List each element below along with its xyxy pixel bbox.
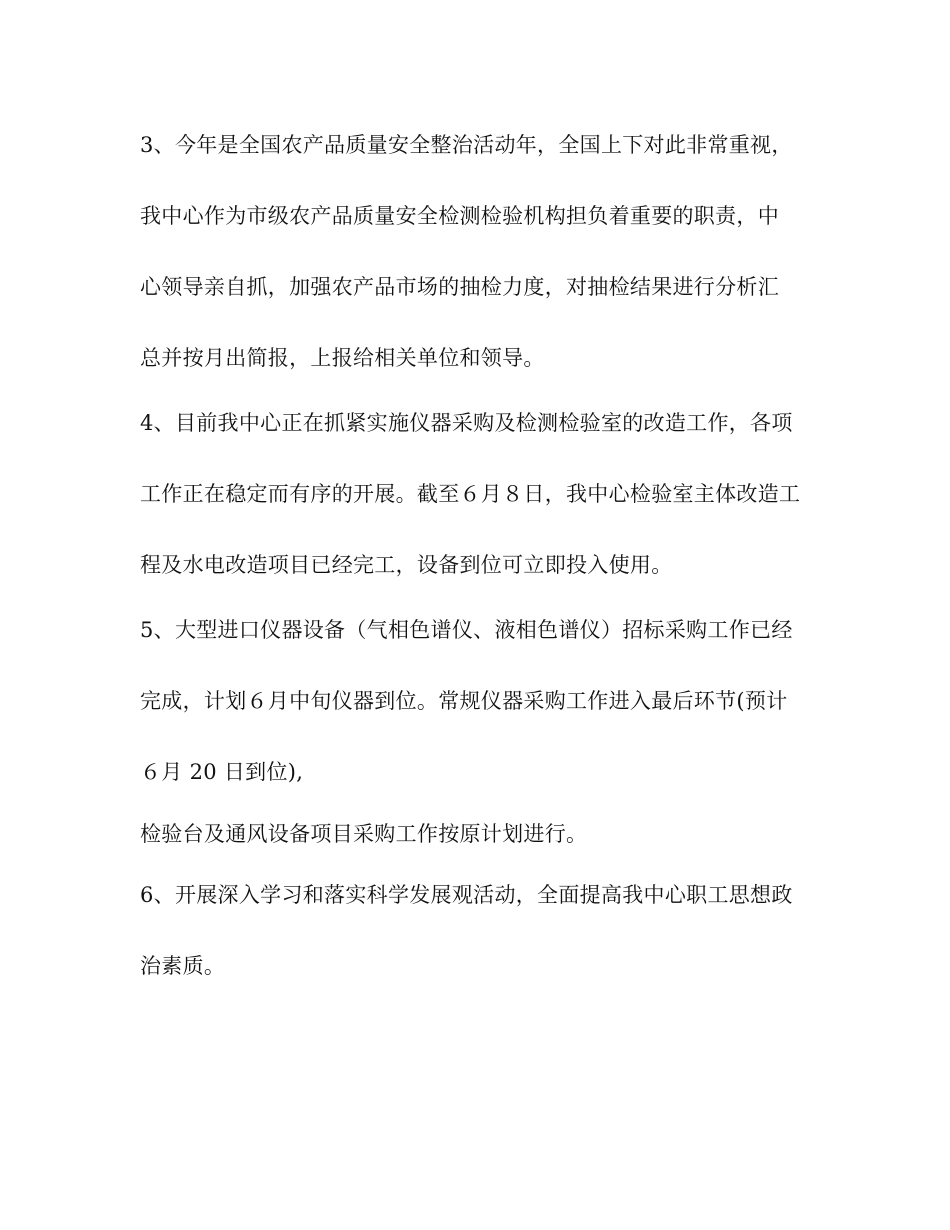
paragraph-4-line-2: 工作正在稳定而有序的开展。截至６月８日，我中心检验室主体改造工 [140, 482, 801, 506]
paragraph-5-line-3: ６月 20 日到位), [140, 760, 304, 784]
paragraph-5-line-1: 5、大型进口仪器设备（气相色谱仪、液相色谱仪）招标采购工作已经 [140, 618, 793, 642]
paragraph-3-line-4: 总并按月出简报，上报给相关单位和领导。 [140, 346, 545, 370]
paragraph-6-line-2: 治素质。 [140, 954, 226, 978]
paragraph-3-line-1: 3、今年是全国农产品质量安全整治活动年，全国上下对此非常重视， [140, 133, 793, 157]
paragraph-3-line-3: 心领导亲自抓，加强农产品市场的抽检力度，对抽检结果进行分析汇 [140, 275, 779, 299]
paragraph-6-line-1: 6、开展深入学习和落实科学发展观活动，全面提高我中心职工思想政 [140, 883, 793, 907]
paragraph-4-line-1: 4、目前我中心正在抓紧实施仪器采购及检测检验室的改造工作，各项 [140, 411, 793, 435]
paragraph-4-line-3: 程及水电改造项目已经完工，设备到位可立即投入使用。 [140, 553, 673, 577]
paragraph-5-line-2: 完成，计划６月中旬仪器到位。常规仪器采购工作进入最后环节(预计 [140, 689, 788, 713]
paragraph-3-line-2: 我中心作为市级农产品质量安全检测检验机构担负着重要的职责，中 [140, 204, 779, 228]
paragraph-5-line-4: 检验台及通风设备项目采购工作按原计划进行。 [140, 822, 588, 846]
